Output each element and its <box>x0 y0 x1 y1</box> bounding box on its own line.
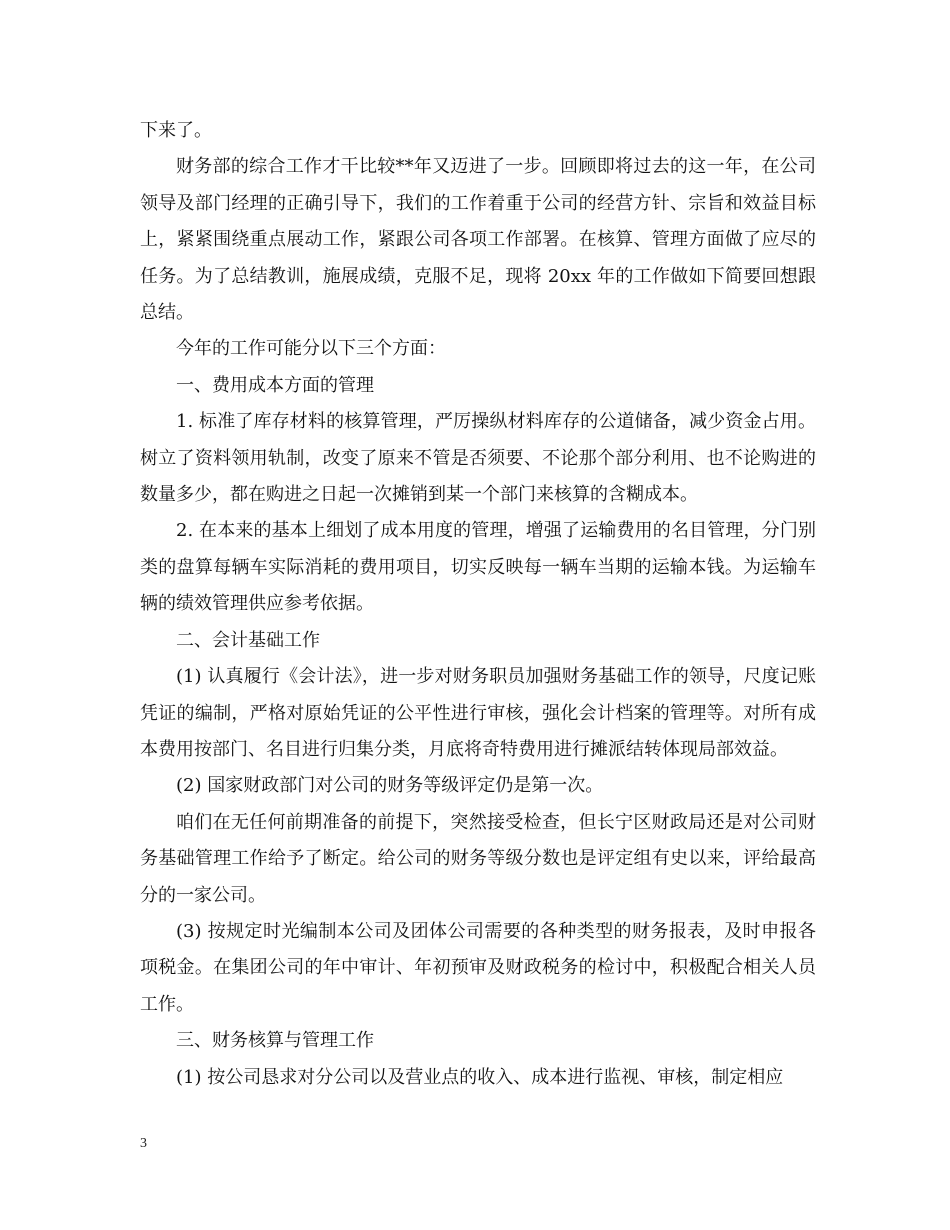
paragraph: 下来了。 <box>140 120 212 141</box>
paragraph: 1. 标准了库存材料的核算管理，严厉操纵材料库存的公道储备，减少资金占用。树立了资料领用轨制，改变了原来不管是否须要、不论那个部分利用、也不论购进的数量多少，都在购进之日起一次摊销到某一个部门来核算的含糊成本。 <box>140 411 816 506</box>
page-number: 3 <box>140 1136 147 1151</box>
section-heading: 一、费用成本方面的管理 <box>176 374 374 396</box>
paragraph: (1) 认真履行《会计法》，进一步对财务职员加强财务基础工作的领导，尺度记账凭证的编制，严格对原始凭证的公平性进行审核，强化会计档案的管理等。对所有成本费用按部门、名目进行归集分类，月底将奇特费用进行摊派结转体现局部效益。 <box>140 666 816 760</box>
paragraph: 2. 在本来的基本上细划了成本用度的管理，增强了运输费用的名目管理，分门别类的盘算每辆车实际消耗的费用项目，切实反映每一辆车当期的运输本钱。为运输车辆的绩效管理供应参考依据。 <box>140 520 816 615</box>
paragraph: 咱们在无任何前期准备的前提下，突然接受检查，但长宁区财政局还是对公司财务基础管理工作给予了断定。给公司的财务等级分数也是评定组有史以来，评给最高分的一家公司。 <box>140 811 816 906</box>
section-heading: 二、会计基础工作 <box>176 629 320 651</box>
paragraph: (3) 按规定时光编制本公司及团体公司需要的各种类型的财务报表，及时申报各项税金。在集团公司的年中审计、年初预审及财政税务的检讨中，积极配合相关人员工作。 <box>140 920 816 1015</box>
body-text <box>140 113 816 1096</box>
paragraph: 今年的工作可能分以下三个方面： <box>176 338 446 360</box>
paragraph: 财务部的综合工作才干比较**年又迈进了一步。回顾即将过去的这一年，在公司领导及部门经理的正确引导下，我们的工作着重于公司的经营方针、宗旨和效益目标上，紧紧围绕重点展动工作，紧跟公司各项工作部署。在核算、管理方面做了应尽的任务。为了总结教训，施展成绩，克服不足，现将 20xx 年的工作做如下简要回想跟总结。 <box>140 156 816 324</box>
paragraph: (1) 按公司恳求对分公司以及营业点的收入、成本进行监视、审核，制定相应 <box>176 1066 784 1088</box>
paragraph: (2) 国家财政部门对公司的财务等级评定仍是第一次。 <box>176 775 604 797</box>
section-heading: 三、财务核算与管理工作 <box>176 1030 374 1052</box>
